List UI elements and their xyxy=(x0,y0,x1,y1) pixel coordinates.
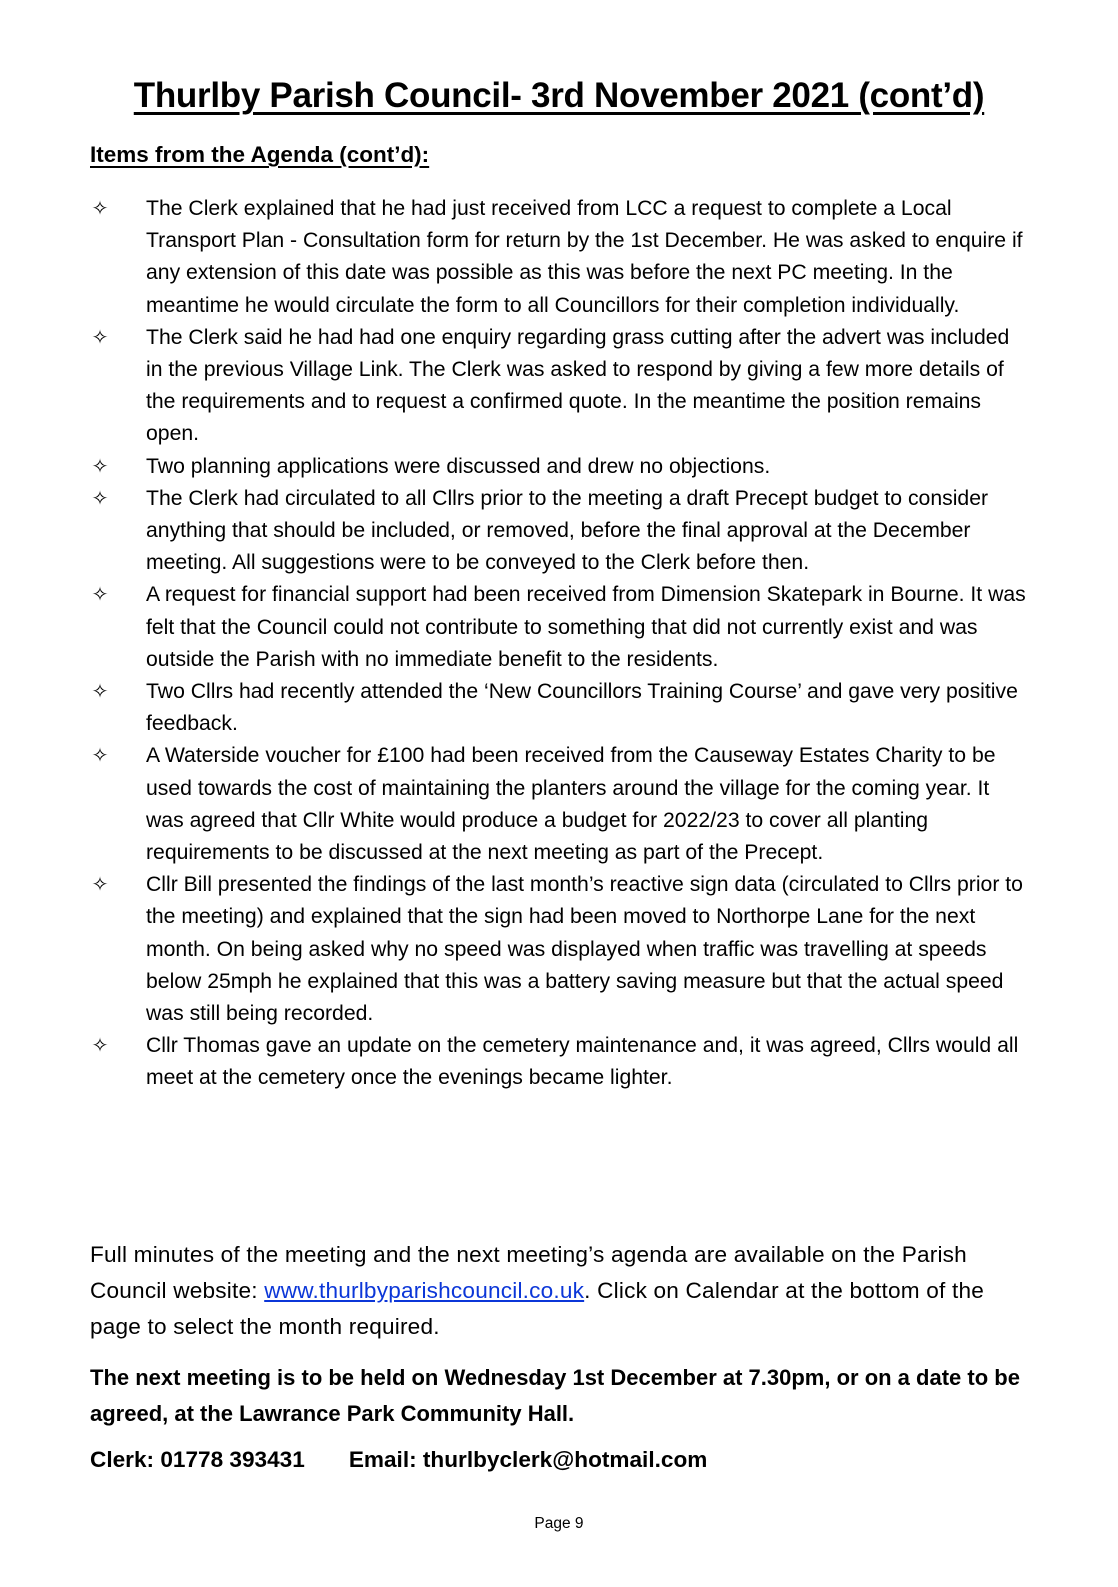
next-meeting-notice: The next meeting is to be held on Wednesday 1st December at 7.30pm, or on a date to be agreed, at the Lawrance Park Community Hall. xyxy=(90,1365,1020,1426)
agenda-item-text: The Clerk said he had had one enquiry regarding grass cutting after the advert was included in the previous Village Link. The Clerk was asked to respond by giving a few more details of the requirements and to request a confirmed quote. In the meantime the position remains open. xyxy=(146,325,1010,446)
agenda-item xyxy=(90,483,1030,580)
agenda-item-text: Two Cllrs had recently attended the ‘New Councillors Training Course’ and gave very positive feedback. xyxy=(146,680,1018,736)
clerk-email: Email: thurlbyclerk@hotmail.com xyxy=(348,1447,708,1472)
agenda-item xyxy=(90,740,1030,869)
four-point-star-bullet-icon: ✧ xyxy=(91,198,109,220)
agenda-item xyxy=(90,579,1030,676)
agenda-item-text: The Clerk explained that he had just received from LCC a request to complete a Local Transport Plan - Consultation form for return by the 1st December. He was asked to enquire if any extension of this date was possible as this was before the next PC meeting. In the meantime he would circulate the form to all Councillors for their completion individually. xyxy=(146,197,1023,317)
page-title xyxy=(0,76,1118,116)
agenda-item xyxy=(90,322,1030,451)
minutes-text-after-link: . Click on Calendar at the bottom of the page to select the month required. xyxy=(90,1278,984,1339)
four-point-star-bullet-icon: ✧ xyxy=(91,487,109,510)
page-number: Page 9 xyxy=(534,1515,584,1532)
four-point-star-bullet-icon: ✧ xyxy=(91,326,109,349)
four-point-star-bullet-icon: ✧ xyxy=(91,681,109,704)
parish-council-website-link[interactable]: www.thurlbyparishcouncil.co.uk xyxy=(264,1278,585,1303)
agenda-item xyxy=(90,676,1030,740)
agenda-item-text: The Clerk had circulated to all Cllrs prior to the meeting a draft Precept budget to consider anything that should be included, or removed, before the final approval at the December meeting. All suggestions were to be conveyed to the Clerk before then. xyxy=(146,486,989,575)
agenda-item-text: Two planning applications were discussed and drew no objections. xyxy=(146,454,771,478)
agenda-item xyxy=(90,869,1030,1030)
four-point-star-bullet-icon: ✧ xyxy=(91,584,109,607)
clerk-phone: Clerk: 01778 393431 xyxy=(90,1447,305,1472)
agenda-item xyxy=(90,451,1030,483)
agenda-item-list xyxy=(90,193,1030,1095)
section-heading: Items from the Agenda (cont’d): xyxy=(90,142,430,167)
agenda-item xyxy=(90,1030,1030,1094)
agenda-item-text: A Waterside voucher for £100 had been received from the Causeway Estates Charity to be used towards the cost of maintaining the planters around the village for the coming year. It was agreed that Cllr White would produce a budget for 2022/23 to cover all planting requirements to be discussed at the next meeting as part of the Precept. xyxy=(146,744,996,865)
minutes-availability-paragraph xyxy=(90,1237,1030,1345)
agenda-item-text: Cllr Thomas gave an update on the cemetery maintenance and, it was agreed, Cllrs would all meet at the cemetery once the evenings became lighter. xyxy=(146,1034,1019,1090)
agenda-item xyxy=(90,193,1030,322)
four-point-star-bullet-icon: ✧ xyxy=(91,455,109,478)
contact-line xyxy=(90,1447,707,1473)
four-point-star-bullet-icon: ✧ xyxy=(91,1035,109,1058)
four-point-star-bullet-icon: ✧ xyxy=(91,874,109,897)
four-point-star-bullet-icon: ✧ xyxy=(91,745,109,768)
minutes-text-before-link: Full minutes of the meeting and the next meeting’s agenda are available on the Parish Council website: xyxy=(90,1242,967,1303)
agenda-item-text: Cllr Bill presented the findings of the last month’s reactive sign data (circulated to Cllrs prior to the meeting) and explained that the sign had been moved to Northorpe Lane for the next month. On being asked why no speed was displayed when traffic was travelling at speeds below 25mph he explained that this was a battery saving measure but that the actual speed was still being recorded. xyxy=(146,873,1023,1026)
page-title-text: Thurlby Parish Council- 3rd November 2021 (cont’d) xyxy=(133,76,985,115)
agenda-item-text: A request for financial support had been received from Dimension Skatepark in Bourne. It was felt that the Council could not contribute to something that did not currently exist and was outside the Parish with no immediate benefit to the residents. xyxy=(146,583,1026,671)
